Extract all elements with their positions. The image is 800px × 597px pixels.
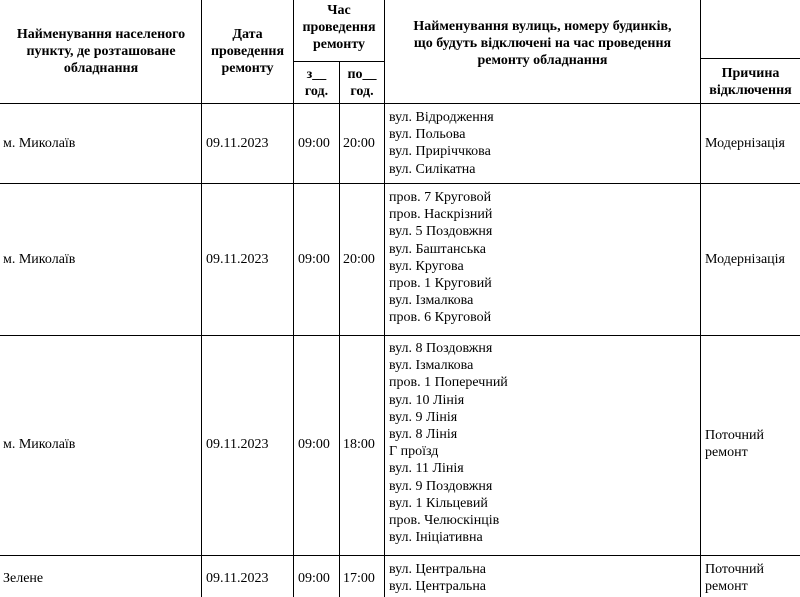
column-divider [339, 61, 340, 597]
row1-time-from: 09:00 [298, 136, 330, 151]
row3-time-to: 18:00 [343, 437, 375, 452]
header-time-to: по__ год. [347, 67, 377, 99]
header-divider [700, 58, 800, 59]
row1-date: 09.11.2023 [206, 136, 269, 151]
row4-streets: вул. Центральна вул. Центральна [389, 562, 487, 595]
column-divider [201, 0, 202, 597]
row3-time-from: 09:00 [298, 437, 330, 452]
row3-settlement: м. Миколаїв [3, 437, 76, 452]
header-settlement: Найменування населеного пункту, де розташоване обладнання [16, 27, 186, 76]
row1-settlement: м. Миколаїв [3, 136, 76, 151]
row2-streets: пров. 7 Круговой пров. Наскрізний вул. 5 Поздовжня вул. Баштанська вул. Кругова пров. 1 Круговий вул. Ізмалкова пров. 6 Круговой [389, 190, 493, 326]
row2-date: 09.11.2023 [206, 252, 269, 267]
row-divider [0, 555, 800, 556]
row2-settlement: м. Миколаїв [3, 252, 76, 267]
row2-reason: Модернізація [705, 252, 785, 267]
row4-reason: Поточний ремонт [705, 562, 765, 594]
header-time-from: з__ год. [304, 67, 329, 99]
row-divider [0, 335, 800, 336]
row3-reason: Поточний ремонт [705, 428, 765, 460]
row2-time-to: 20:00 [343, 252, 375, 267]
row4-date: 09.11.2023 [206, 571, 269, 586]
row4-settlement: Зелене [3, 571, 44, 586]
row1-reason: Модернізація [705, 136, 785, 151]
header-reason: Причина відключення [709, 66, 792, 98]
header-time: Час проведення ремонту [302, 3, 376, 52]
header-date: Дата проведення ремонту [210, 27, 285, 76]
row1-streets: вул. Відродження вул. Польова вул. Приріччкова вул. Силікатна [389, 110, 494, 177]
header-streets: Найменування вулиць, номеру будинків, що будуть відключені на час проведення ремонту обладнання [413, 19, 672, 68]
row-divider [0, 183, 800, 184]
row2-time-from: 09:00 [298, 252, 330, 267]
row3-streets: вул. 8 Поздовжня вул. Ізмалкова пров. 1 Поперечний вул. 10 Лінія вул. 9 Лінія вул. 8 Лінія Г проїзд вул. 11 Лінія вул. 9 Поздовжня вул. 1 Кільцевий пров. Челюскінців вул. Ініціативна [389, 341, 508, 546]
header-divider [293, 61, 385, 62]
row-divider [0, 103, 800, 104]
row3-date: 09.11.2023 [206, 437, 269, 452]
column-divider [384, 0, 385, 597]
row1-time-to: 20:00 [343, 136, 375, 151]
row4-time-from: 09:00 [298, 571, 330, 586]
row4-time-to: 17:00 [343, 571, 375, 586]
